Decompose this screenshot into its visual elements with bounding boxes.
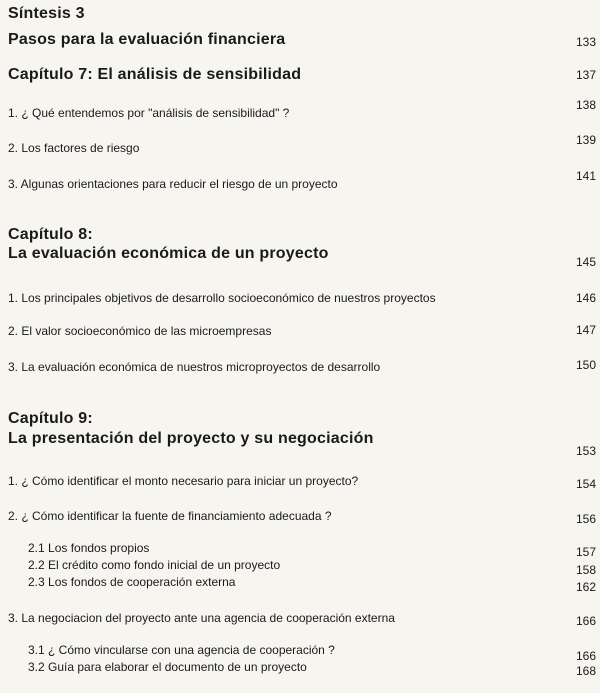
heading-sintesis-3-line1: Síntesis 3: [8, 5, 85, 22]
heading-capitulo-9-line1: Capítulo 9:: [8, 410, 93, 427]
page-number: 162: [575, 580, 596, 594]
page-number: 153: [575, 444, 596, 458]
toc-entry: 1. Los principales objetivos de desarrollo socioeconómico de nuestros proyectos: [8, 291, 436, 305]
page-number: 156: [575, 512, 596, 526]
page-number: 141: [575, 169, 596, 183]
page-number: 166: [575, 614, 596, 628]
page-number: 133: [575, 35, 596, 49]
toc-entry: 3. Algunas orientaciones para reducir el riesgo de un proyecto: [8, 177, 338, 191]
toc-subentry: 3.1 ¿ Cómo vincularse con una agencia de cooperación ?: [28, 643, 335, 657]
heading-capitulo-8-line1: Capítulo 8:: [8, 226, 93, 243]
heading-sintesis-3-line2: Pasos para la evaluación financiera: [8, 31, 286, 48]
page-number: 157: [575, 545, 596, 559]
heading-capitulo-7: Capítulo 7: El análisis de sensibilidad: [8, 66, 302, 83]
toc-entry: 3. La evaluación económica de nuestros microproyectos de desarrollo: [8, 360, 381, 374]
toc-subentry: 3.2 Guía para elaborar el documento de un proyecto: [28, 660, 307, 674]
toc-subentry: 2.3 Los fondos de cooperación externa: [28, 575, 236, 589]
toc-entry: 1. ¿ Qué entendemos por "análisis de sensibilidad" ?: [8, 106, 290, 120]
page-number: 139: [575, 133, 596, 147]
page-number: 166: [575, 649, 596, 663]
page-number: 137: [575, 68, 596, 82]
toc-entry: 2. El valor socioeconómico de las microempresas: [8, 324, 272, 338]
page-number: 147: [575, 323, 596, 337]
toc-subentry: 2.2 El crédito como fondo inicial de un proyecto: [28, 558, 281, 572]
toc-entry: 2. ¿ Cómo identificar la fuente de financiamiento adecuada ?: [8, 509, 332, 523]
page-number: 150: [575, 358, 596, 372]
toc-entry: 1. ¿ Cómo identificar el monto necesario para iniciar un proyecto?: [8, 474, 359, 488]
page-number: 145: [575, 255, 596, 269]
page-number: 146: [575, 291, 596, 305]
heading-capitulo-8-line2: La evaluación económica de un proyecto: [8, 245, 329, 262]
page-number: 154: [575, 477, 596, 491]
toc-subentry: 2.1 Los fondos propios: [28, 541, 150, 555]
page-number: 138: [575, 98, 596, 112]
toc-entry: 3. La negociacion del proyecto ante una agencia de cooperación externa: [8, 611, 395, 625]
toc-entry: 2. Los factores de riesgo: [8, 141, 140, 155]
heading-capitulo-9-line2: La presentación del proyecto y su negociación: [8, 430, 374, 447]
page-number: 168: [575, 664, 596, 678]
page-number: 158: [575, 563, 596, 577]
